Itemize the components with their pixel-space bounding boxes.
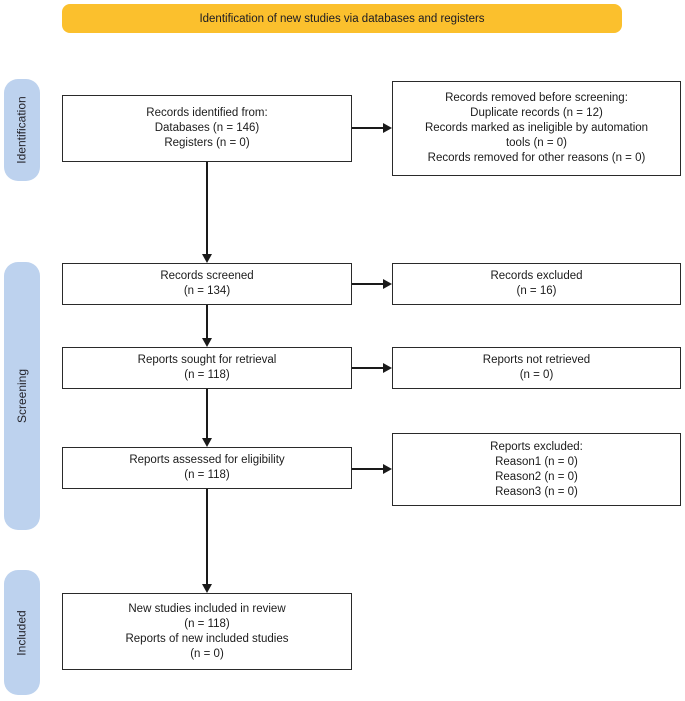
stage-identification [4,79,40,181]
title-banner [62,4,622,33]
box-line: Records removed before screening: [445,92,628,104]
arrow-down-icon [202,438,212,447]
arrow-line [206,162,208,254]
box-line: tools (n = 0) [505,137,568,149]
box-line: Reports of new included studies [125,632,289,645]
arrow-down-icon [202,584,212,593]
arrow-down-icon [202,338,212,347]
box-line: Registers (n = 0) [164,137,250,149]
box-line: (n = 0) [519,369,554,381]
box-line: (n = 118) [184,469,230,481]
stage-screening [4,262,40,530]
box-records-screened [62,263,352,305]
box-records-identified [62,95,352,162]
arrow-right-icon [383,123,392,133]
box-line: Reason2 (n = 0) [495,470,578,483]
box-line: Reason3 (n = 0) [495,485,578,498]
box-line: Records removed for other reasons (n = 0) [427,152,646,164]
box-line: Records screened [160,270,254,282]
arrow-line [352,283,383,285]
box-line: Reports assessed for eligibility [129,454,285,466]
stage-included [4,570,40,695]
box-line: (n = 0) [190,647,224,660]
arrow-right-icon [383,464,392,474]
arrow-line [206,305,208,338]
box-line: Records identified from: [146,107,268,119]
box-line: Reports excluded: [490,440,583,453]
title-banner-label: Identification of new studies via databases and registers [199,12,485,25]
box-reports-not-retrieved [392,347,681,389]
arrow-right-icon [383,279,392,289]
stage-screening-label: Screening [15,368,30,424]
box-line: (n = 118) [184,617,230,630]
box-new-studies-included [62,593,352,670]
box-records-excluded [392,263,681,305]
box-line: Reports not retrieved [482,354,591,366]
box-records-removed [392,81,681,176]
arrow-line [352,367,383,369]
box-line: New studies included in review [128,602,286,615]
arrow-line [206,489,208,584]
box-line: (n = 134) [183,285,231,297]
box-reports-sought [62,347,352,389]
arrow-down-icon [202,254,212,263]
arrow-line [352,127,383,129]
box-line: (n = 118) [184,369,230,381]
box-reports-assessed [62,447,352,489]
stage-included-label: Included [15,609,29,656]
stage-identification-label: Identification [15,96,30,164]
box-line: Records excluded [490,270,583,282]
box-line: (n = 16) [516,285,557,297]
arrow-right-icon [383,363,392,373]
arrow-line [352,468,383,470]
box-line: Reason1 (n = 0) [495,455,578,468]
box-line: Duplicate records (n = 12) [470,107,603,119]
box-line: Records marked as ineligible by automation [424,122,649,134]
arrow-line [206,389,208,438]
box-line: Databases (n = 146) [154,122,260,134]
box-line: Reports sought for retrieval [137,354,277,366]
box-reports-excluded [392,433,681,506]
